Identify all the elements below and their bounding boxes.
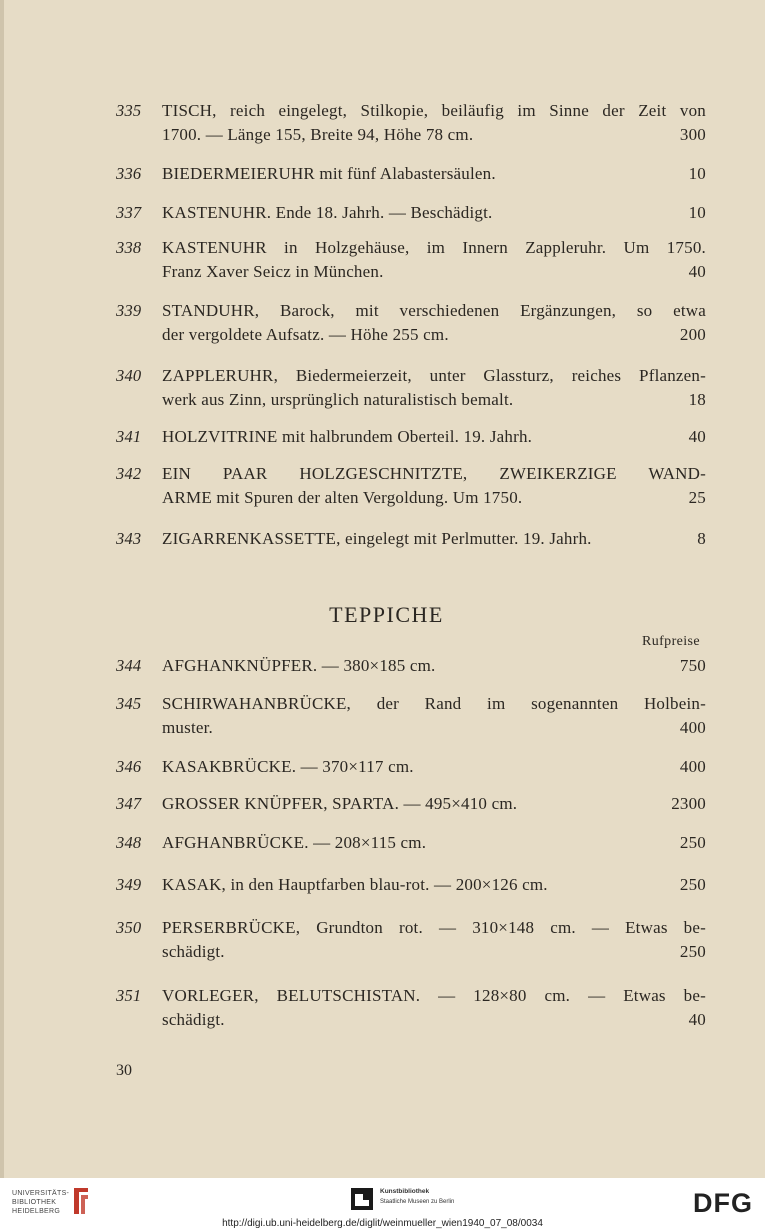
lot-description — [162, 236, 706, 284]
description-line: werk aus Zinn, ursprünglich naturalistisch bemalt. — [162, 390, 514, 409]
university-library-label: UNIVERSITÄTS- BIBLIOTHEK HEIDELBERG — [12, 1190, 70, 1215]
description-line: HOLZVITRINE mit halbrundem Oberteil. 19. Jahrh. — [162, 427, 533, 446]
lot-number: 348 — [116, 833, 142, 852]
dfg-logo: DFG — [693, 1188, 753, 1218]
catalog-entry — [116, 99, 706, 147]
lot-description — [162, 527, 706, 551]
lot-description — [162, 755, 706, 779]
description-line: der vergoldete Aufsatz. — Höhe 255 cm. — [162, 325, 449, 344]
description-line: ZIGARRENKASSETTE, eingelegt mit Perlmutter. 19. Jahrh. — [162, 529, 592, 548]
lot-description — [162, 99, 706, 147]
kunstbibliothek-logo-icon — [351, 1188, 373, 1210]
description-line: EIN PAAR HOLZGESCHNITZTE, ZWEIKERZIGE WAND- — [162, 464, 706, 483]
lot-price: 18 — [688, 390, 706, 409]
lot-number: 341 — [116, 427, 142, 446]
lot-number: 338 — [116, 238, 142, 257]
catalog-entry — [116, 236, 706, 284]
lot-number: 335 — [116, 101, 142, 120]
lot-number: 345 — [116, 694, 142, 713]
description-line: AFGHANKNÜPFER. — 380×185 cm. — [162, 656, 436, 675]
lot-price: 8 — [697, 529, 706, 548]
description-line: SCHIRWAHANBRÜCKE, der Rand im sogenannten Holbein- — [162, 694, 706, 713]
lot-price: 40 — [688, 262, 706, 281]
lot-number: 340 — [116, 366, 142, 385]
lot-description — [162, 162, 706, 186]
lot-price: 40 — [688, 1010, 706, 1029]
catalog-entry — [116, 654, 706, 678]
lot-price: 300 — [679, 125, 706, 144]
lot-number: 347 — [116, 794, 142, 813]
lot-number: 344 — [116, 656, 142, 675]
lot-number: 351 — [116, 986, 142, 1005]
lot-number: 342 — [116, 464, 142, 483]
lot-description — [162, 364, 706, 412]
description-line: VORLEGER, BELUTSCHISTAN. — 128×80 cm. — Etwas be- — [162, 986, 706, 1005]
kunstbibliothek-label: Kunstbibliothek Staatliche Museen zu Berlin — [380, 1188, 455, 1205]
catalog-entry — [116, 162, 706, 186]
lot-price: 400 — [679, 718, 706, 737]
lot-description — [162, 654, 706, 678]
lot-description — [162, 792, 706, 816]
description-line: AFGHANBRÜCKE. — 208×115 cm. — [162, 833, 427, 852]
lot-description — [162, 916, 706, 964]
lot-description — [162, 831, 706, 855]
lot-number: 336 — [116, 164, 142, 183]
catalog-entry — [116, 425, 706, 449]
catalog-entry — [116, 984, 706, 1032]
lot-description — [162, 873, 706, 897]
catalog-entry — [116, 873, 706, 897]
lot-number: 337 — [116, 203, 142, 222]
lot-price: 750 — [679, 656, 706, 675]
lot-description — [162, 201, 706, 225]
lot-price: 250 — [679, 875, 706, 894]
lot-price: 250 — [679, 833, 706, 852]
lot-description — [162, 692, 706, 740]
description-line: ARME mit Spuren der alten Vergoldung. Um 1750. — [162, 488, 523, 507]
lot-price: 25 — [688, 488, 706, 507]
lot-price: 40 — [688, 427, 706, 446]
footer-bar — [0, 1178, 765, 1231]
catalog-entry — [116, 462, 706, 510]
description-line: 1700. — Länge 155, Breite 94, Höhe 78 cm. — [162, 125, 474, 144]
page-number: 30 — [116, 1062, 132, 1079]
lot-description — [162, 299, 706, 347]
university-logo-icon — [70, 1186, 92, 1216]
catalog-entry — [116, 916, 706, 964]
description-line: GROSSER KNÜPFER, SPARTA. — 495×410 cm. — [162, 794, 518, 813]
description-line: Franz Xaver Seicz in München. — [162, 262, 384, 281]
lot-description — [162, 984, 706, 1032]
description-line: BIEDERMEIERUHR mit fünf Alabastersäulen. — [162, 164, 496, 183]
lot-price: 250 — [679, 942, 706, 961]
lot-price: 10 — [688, 164, 706, 183]
source-url[interactable]: http://digi.ub.uni-heidelberg.de/diglit/weinmueller_wien1940_07_08/0034 — [222, 1218, 543, 1229]
description-line: schädigt. — [162, 1010, 225, 1029]
catalog-entry — [116, 792, 706, 816]
catalog-entry — [116, 692, 706, 740]
lot-number: 343 — [116, 529, 142, 548]
description-line: TISCH, reich eingelegt, Stilkopie, beiläufig im Sinne der Zeit von — [162, 101, 706, 120]
catalog-entry — [116, 364, 706, 412]
description-line: muster. — [162, 718, 213, 737]
description-line: schädigt. — [162, 942, 225, 961]
catalog-entry — [116, 755, 706, 779]
lot-number: 350 — [116, 918, 142, 937]
description-line: KASAKBRÜCKE. — 370×117 cm. — [162, 757, 414, 776]
catalog-entry — [116, 201, 706, 225]
description-line: KASTENUHR in Holzgehäuse, im Innern Zappleruhr. Um 1750. — [162, 238, 706, 257]
lot-number: 346 — [116, 757, 142, 776]
catalog-entry — [116, 527, 706, 551]
section-title: TEPPICHE — [329, 602, 444, 627]
lot-price: 200 — [679, 325, 706, 344]
lot-description — [162, 462, 706, 510]
description-line: ZAPPLERUHR, Biedermeierzeit, unter Glassturz, reiches Pflanzen- — [162, 366, 706, 385]
description-line: KASTENUHR. Ende 18. Jahrh. — Beschädigt. — [162, 203, 493, 222]
lot-number: 339 — [116, 301, 142, 320]
section-subtitle: Rufpreise — [641, 634, 700, 649]
description-line: STANDUHR, Barock, mit verschiedenen Ergänzungen, so etwa — [162, 301, 706, 320]
lot-price: 400 — [679, 757, 706, 776]
lot-price: 10 — [688, 203, 706, 222]
lot-price: 2300 — [671, 794, 706, 813]
catalog-entry — [116, 299, 706, 347]
description-line: PERSERBRÜCKE, Grundton rot. — 310×148 cm. — Etwas be- — [162, 918, 706, 937]
catalog-entry — [116, 831, 706, 855]
lot-number: 349 — [116, 875, 142, 894]
lot-description — [162, 425, 706, 449]
description-line: KASAK, in den Hauptfarben blau-rot. — 200×126 cm. — [162, 875, 548, 894]
